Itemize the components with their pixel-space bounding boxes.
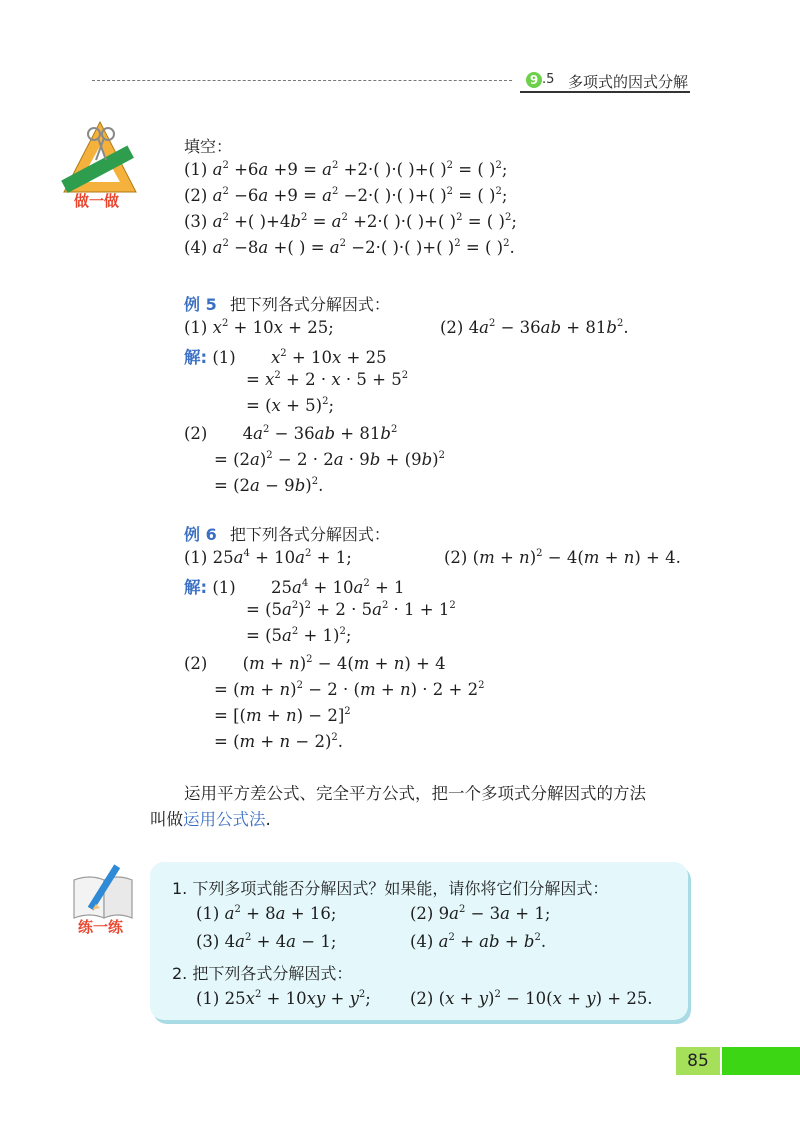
- doit-intro: 填空：: [184, 137, 233, 156]
- example5-sol1-line3: = $(x + 5)^2$;: [246, 396, 335, 415]
- summary-line1: 运用平方差公式、完全平方公式，把一个多项式分解因式的方法: [184, 784, 646, 803]
- example5-sol1-line2: = $x^2 + 2 \cdot x \cdot 5 + 5^2$: [246, 370, 409, 389]
- item-mid2: −2·( )·( )+( ): [351, 238, 455, 257]
- example5-label: 例 5: [184, 295, 217, 314]
- item-mid2: +2·( )·( )+( ): [343, 160, 447, 179]
- summary-suffix: .: [265, 810, 271, 829]
- solution-label: 解: [184, 578, 201, 597]
- item-mid1: +9 =: [273, 160, 317, 179]
- doit-item-1: (1) $a^2 +6a +9 = a^2 +2\cdot$( )·( )+( )$^2$ = ( )$^2$;: [184, 160, 508, 179]
- item-end: = ( ): [458, 186, 496, 205]
- section-number-badge: 9: [526, 72, 542, 88]
- item-mid2: −2·( )·( )+( ): [343, 186, 447, 205]
- example5-prompt: 把下列各式分解因式：: [229, 295, 390, 314]
- q-number: (1): [184, 548, 208, 567]
- item-number: (2): [184, 186, 208, 205]
- doit-label: 做一做: [74, 192, 120, 210]
- sol-number: (2): [184, 654, 208, 673]
- page-number: 85: [676, 1047, 720, 1075]
- practice-q1-3: (3) $4a^2 + 4a - 1$;: [196, 932, 337, 951]
- sol-number: (2): [184, 424, 208, 443]
- example5-q1: (1) $x^2 + 10x + 25$;: [184, 318, 334, 337]
- practice-q2-2: (2) $(x + y)^2 - 10(x + y) + 25$.: [410, 989, 653, 1008]
- header-bar: [520, 91, 690, 93]
- item-mid1: +9 =: [273, 186, 317, 205]
- item-pre: +6: [234, 160, 259, 179]
- practice-q2-1: (1) $25x^2 + 10xy + y^2$;: [196, 989, 371, 1008]
- section-number-rest: .5: [542, 72, 555, 87]
- item-number: (4): [184, 238, 208, 257]
- item-number: (1): [184, 160, 208, 179]
- item-mid1: +( ) =: [273, 238, 325, 257]
- section-header: [520, 70, 690, 92]
- item-end: = ( ): [465, 238, 504, 257]
- solution-label: 解: [184, 348, 201, 367]
- item-number: (3): [184, 212, 208, 231]
- practice-q1-2: (2) $9a^2 - 3a + 1$;: [410, 904, 551, 923]
- practice-label: 练一练: [78, 918, 124, 936]
- item-mid1: =: [312, 212, 327, 231]
- example5-sol2-line1: (2) $4a^2 - 36ab + 81b^2$: [184, 424, 398, 443]
- example5-sol2-line2: = $(2a)^2 - 2 \cdot 2a \cdot 9b + (9b)^2$: [214, 450, 445, 469]
- example6-q2: (2) $(m + n)^2 - 4(m + n) + 4$.: [444, 548, 681, 567]
- item-end: = ( ): [458, 160, 496, 179]
- example6-sol1-line3: = $(5a^2 + 1)^2$;: [246, 626, 352, 645]
- sol-number: (1): [212, 348, 236, 367]
- header-rule: [92, 80, 512, 81]
- q-number: (1): [184, 318, 208, 337]
- practice-q1: 1. 下列多项式能否分解因式？如果能，请你将它们分解因式：: [172, 879, 609, 898]
- example6-sol1-line2: = $(5a^2)^2 + 2 \cdot 5a^2 \cdot 1 + 1^2$: [246, 600, 456, 619]
- example6-sol2-line3: = $[(m + n) - 2]^2$: [214, 706, 351, 725]
- doit-item-2: (2) $a^2 -6a +9 = a^2 -2\cdot$( )·( )+( )$^2$ = ( )$^2$;: [184, 186, 508, 205]
- example6-prompt: 把下列各式分解因式：: [229, 525, 390, 544]
- example6-label: 例 6: [184, 525, 217, 544]
- practice-q2: 2. 把下列各式分解因式：: [172, 964, 353, 983]
- item-end: = ( ): [467, 212, 505, 231]
- q-number: (2): [444, 548, 468, 567]
- item-pre: −6: [234, 186, 259, 205]
- example6-q1: (1) $25a^4 + 10a^2 + 1$;: [184, 548, 352, 567]
- q-number: (2): [440, 318, 464, 337]
- section-title: 多项式的因式分解: [568, 73, 689, 91]
- example5-heading: [184, 292, 390, 315]
- summary-term: 运用公式法: [183, 810, 266, 829]
- summary-line2: [150, 806, 271, 830]
- item-pre: +( )+4: [234, 212, 291, 231]
- example5-sol2-line3: = $(2a - 9b)^2$.: [214, 476, 324, 495]
- item-pre: −8: [234, 238, 259, 257]
- page-number-bar: [722, 1047, 800, 1075]
- sol-number: (1): [212, 578, 236, 597]
- example6-heading: [184, 522, 390, 545]
- example6-sol2-line4: = $(m + n - 2)^2$.: [214, 732, 344, 751]
- example6-sol2-line1: (2) $(m + n)^2 - 4(m + n) + 4$: [184, 654, 446, 673]
- doit-item-3: (3) $a^2$ +( )$+4b^2 = a^2 +2\cdot$( )·( )+( )$^2$ = ( )$^2$;: [184, 212, 517, 231]
- example5-sol1-line1: 解: (1) $x^2 + 10x + 25$: [184, 348, 387, 367]
- example6-sol2-line2: = $(m + n)^2 - 2 \cdot (m + n) \cdot 2 + 2^2$: [214, 680, 485, 699]
- example5-q2: (2) $4a^2 - 36ab + 81b^2$.: [440, 318, 629, 337]
- example6-sol1-line1: 解: (1) $25a^4 + 10a^2 + 1$: [184, 578, 405, 597]
- summary-prefix: 叫做: [150, 810, 183, 829]
- item-mid2: +2·( )·( )+( ): [353, 212, 457, 231]
- doit-item-4: (4) $a^2 -8a$ +( ) = $a^2 -2\cdot$( )·( )+( )$^2$ = ( )$^2$.: [184, 238, 515, 257]
- practice-q1-4: (4) $a^2$ + ab + $b^2$.: [410, 932, 547, 951]
- practice-q1-1: (1) $a^2 + 8a + 16$;: [196, 904, 337, 923]
